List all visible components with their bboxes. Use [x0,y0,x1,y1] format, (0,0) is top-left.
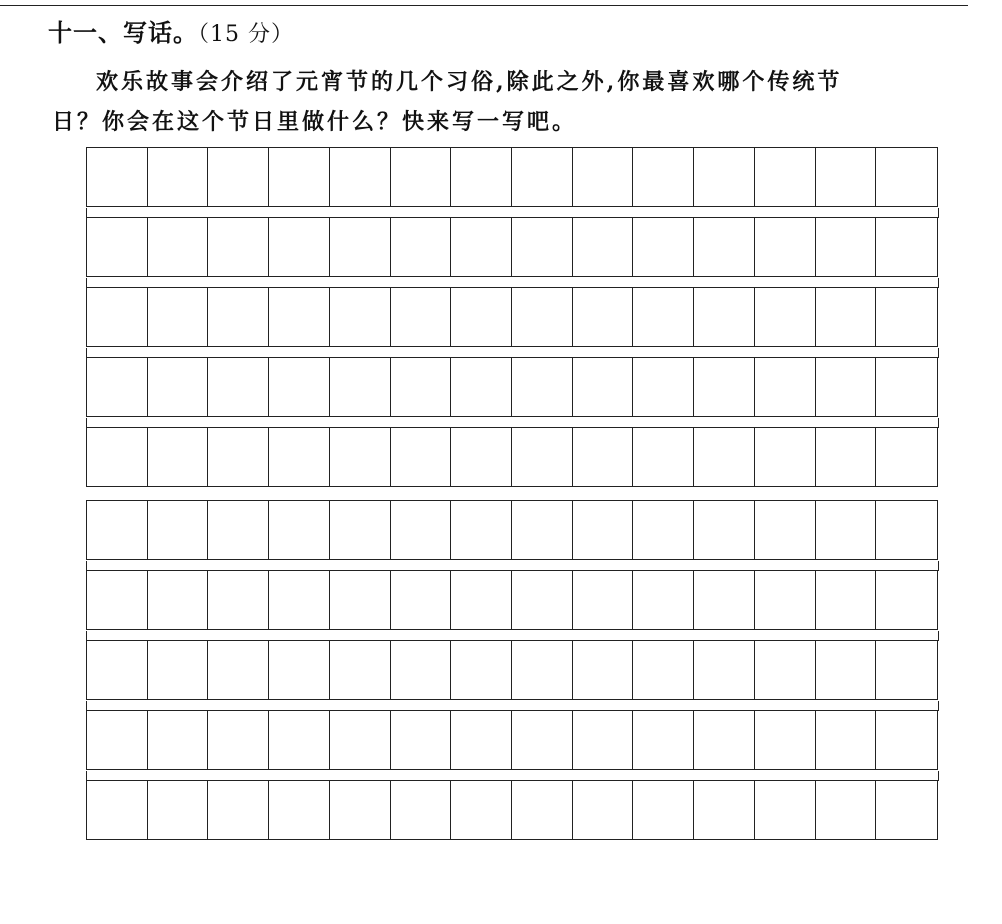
writing-cell[interactable] [755,288,816,346]
writing-cell[interactable] [451,218,512,276]
writing-cell[interactable] [208,288,269,346]
writing-cell[interactable] [633,428,694,486]
writing-cell[interactable] [573,641,634,699]
writing-cell[interactable] [633,218,694,276]
writing-cell[interactable] [391,641,452,699]
writing-cell[interactable] [451,358,512,416]
writing-cell[interactable] [148,641,209,699]
writing-cell[interactable] [148,571,209,629]
writing-cell[interactable] [816,711,877,769]
writing-cell[interactable] [269,781,330,839]
writing-cell[interactable] [208,428,269,486]
writing-cell[interactable] [512,781,573,839]
writing-cell[interactable] [633,641,694,699]
writing-cell[interactable] [816,501,877,559]
writing-cell[interactable] [391,781,452,839]
writing-cell[interactable] [876,781,937,839]
grid-row [86,427,938,487]
writing-cell[interactable] [755,148,816,206]
writing-cell[interactable] [573,501,634,559]
writing-cell[interactable] [755,641,816,699]
writing-cell[interactable] [816,641,877,699]
writing-cell[interactable] [694,781,755,839]
prompt-line-1: 欢乐故事会介绍了元宵节的几个习俗,除此之外,你最喜欢哪个传统节 [96,69,843,95]
writing-cell[interactable] [816,358,877,416]
writing-cell[interactable] [391,501,452,559]
grid-row [86,217,938,277]
writing-cell[interactable] [573,148,634,206]
writing-cell[interactable] [816,288,877,346]
writing-cell[interactable] [512,148,573,206]
writing-cell[interactable] [876,288,937,346]
writing-cell[interactable] [512,641,573,699]
writing-cell[interactable] [87,711,148,769]
writing-cell[interactable] [512,571,573,629]
writing-cell[interactable] [876,641,937,699]
writing-cell[interactable] [512,288,573,346]
writing-cell[interactable] [330,501,391,559]
writing-cell[interactable] [451,571,512,629]
writing-cell[interactable] [87,288,148,346]
writing-cell[interactable] [755,711,816,769]
writing-cell[interactable] [148,501,209,559]
writing-cell[interactable] [208,571,269,629]
writing-cell[interactable] [148,428,209,486]
question-prompt [52,62,982,142]
writing-cell[interactable] [330,218,391,276]
writing-cell[interactable] [573,571,634,629]
writing-cell[interactable] [816,571,877,629]
writing-cell[interactable] [391,428,452,486]
grid-row [86,357,938,417]
writing-cell[interactable] [148,358,209,416]
writing-cell[interactable] [330,148,391,206]
writing-cell[interactable] [330,288,391,346]
writing-cell[interactable] [391,218,452,276]
writing-cell[interactable] [330,781,391,839]
writing-cell[interactable] [512,218,573,276]
writing-cell[interactable] [633,571,694,629]
writing-cell[interactable] [573,428,634,486]
writing-cell[interactable] [451,501,512,559]
question-score: （15 分） [198,22,294,47]
writing-cell[interactable] [755,218,816,276]
writing-cell[interactable] [573,288,634,346]
writing-cell[interactable] [269,428,330,486]
writing-cell[interactable] [148,148,209,206]
writing-cell[interactable] [573,358,634,416]
writing-cell[interactable] [694,148,755,206]
writing-cell[interactable] [330,358,391,416]
writing-cell[interactable] [694,641,755,699]
writing-cell[interactable] [208,641,269,699]
writing-cell[interactable] [633,711,694,769]
writing-cell[interactable] [330,711,391,769]
writing-cell[interactable] [816,218,877,276]
writing-cell[interactable] [87,218,148,276]
writing-cell[interactable] [512,501,573,559]
writing-cell[interactable] [391,711,452,769]
writing-cell[interactable] [816,781,877,839]
writing-cell[interactable] [573,711,634,769]
writing-grid-block-2 [86,500,938,840]
writing-cell[interactable] [87,358,148,416]
writing-cell[interactable] [755,571,816,629]
writing-cell[interactable] [87,571,148,629]
writing-cell[interactable] [694,358,755,416]
writing-cell[interactable] [269,501,330,559]
writing-cell[interactable] [87,428,148,486]
writing-cell[interactable] [451,428,512,486]
writing-cell[interactable] [269,358,330,416]
writing-cell[interactable] [573,218,634,276]
writing-cell[interactable] [87,641,148,699]
writing-cell[interactable] [269,288,330,346]
writing-cell[interactable] [816,428,877,486]
grid-row [86,780,938,840]
writing-cell[interactable] [694,711,755,769]
writing-cell[interactable] [876,148,937,206]
writing-cell[interactable] [451,641,512,699]
writing-cell[interactable] [876,571,937,629]
writing-cell[interactable] [451,781,512,839]
writing-cell[interactable] [633,288,694,346]
writing-cell[interactable] [148,781,209,839]
writing-cell[interactable] [148,711,209,769]
writing-cell[interactable] [633,781,694,839]
writing-cell[interactable] [755,358,816,416]
writing-cell[interactable] [512,428,573,486]
writing-cell[interactable] [87,501,148,559]
writing-grid-block-1 [86,147,938,487]
writing-cell[interactable] [876,711,937,769]
writing-cell[interactable] [208,501,269,559]
writing-cell[interactable] [694,501,755,559]
writing-cell[interactable] [330,428,391,486]
writing-cell[interactable] [451,288,512,346]
writing-cell[interactable] [269,711,330,769]
writing-cell[interactable] [269,641,330,699]
writing-cell[interactable] [755,781,816,839]
writing-cell[interactable] [87,781,148,839]
writing-cell[interactable] [876,501,937,559]
writing-cell[interactable] [694,571,755,629]
grid-row [86,147,938,207]
writing-cell[interactable] [633,148,694,206]
writing-cell[interactable] [87,148,148,206]
writing-cell[interactable] [269,218,330,276]
writing-cell[interactable] [694,288,755,346]
grid-row [86,500,938,560]
writing-cell[interactable] [269,148,330,206]
writing-cell[interactable] [208,148,269,206]
writing-cell[interactable] [208,358,269,416]
writing-cell[interactable] [512,358,573,416]
writing-cell[interactable] [694,428,755,486]
grid-row [86,287,938,347]
writing-cell[interactable] [876,428,937,486]
writing-cell[interactable] [148,288,209,346]
writing-cell[interactable] [391,288,452,346]
grid-row [86,570,938,630]
writing-cell[interactable] [876,358,937,416]
writing-cell[interactable] [755,428,816,486]
question-title: 十一、写话。 [48,18,198,47]
writing-cell[interactable] [148,218,209,276]
grid-row [86,640,938,700]
writing-cell[interactable] [330,571,391,629]
writing-cell[interactable] [451,148,512,206]
writing-cell[interactable] [633,501,694,559]
writing-cell[interactable] [573,781,634,839]
writing-cell[interactable] [391,148,452,206]
question-heading [48,18,294,50]
writing-cell[interactable] [633,358,694,416]
writing-cell[interactable] [755,501,816,559]
writing-cell[interactable] [269,571,330,629]
writing-cell[interactable] [876,218,937,276]
writing-cell[interactable] [694,218,755,276]
writing-cell[interactable] [330,641,391,699]
writing-cell[interactable] [512,711,573,769]
writing-cell[interactable] [208,218,269,276]
grid-row [86,710,938,770]
top-divider [0,5,968,6]
writing-cell[interactable] [391,571,452,629]
writing-cell[interactable] [208,781,269,839]
writing-cell[interactable] [208,711,269,769]
prompt-line-2: 日？你会在这个节日里做什么？快来写一写吧。 [52,109,578,135]
writing-cell[interactable] [816,148,877,206]
writing-cell[interactable] [451,711,512,769]
writing-cell[interactable] [391,358,452,416]
